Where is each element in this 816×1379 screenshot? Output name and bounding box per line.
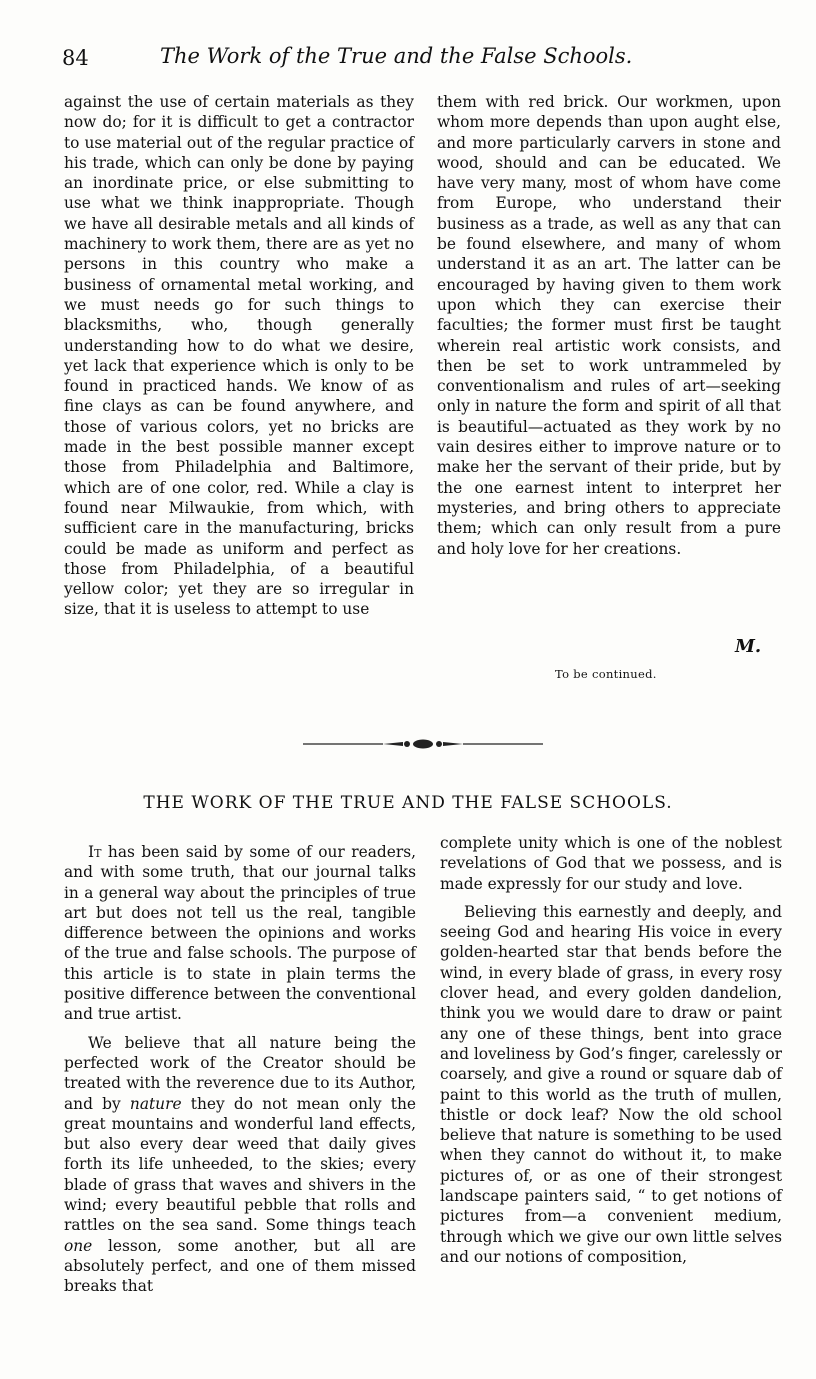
previous-article-column-1 [64, 92, 414, 620]
author-signature: M. [735, 636, 762, 657]
article-paragraph: We believe that all nature being the perfected work of the Creator should be treated with the reverence due to its Author, and by nature they do not mean only the great mountains and wonderful land effects, but also every dear weed that daily gives forth its life unheeded, to the skies; every blade of grass that waves and shivers in the wind; every beautiful pebble that rolls and rattles on the sea sand. Some things teach one lesson, some another, but all are absolutely perfect, and one of them missed breaks that [64, 1033, 416, 1296]
article-paragraph: It has been said by some of our readers, and with some truth, that our journal talks in a general way about the principles of true art but does not tell us the real, tangible difference between the opinions and works of the true and false schools. The purpose of this article is to state in plain terms the positive difference between the conventional and true artist. [64, 843, 416, 1024]
article-paragraph: Believing this earnestly and deeply, and seeing God and hearing His voice in every golden-hearted star that bends before the wind, in every blade of grass, in every rosy clover head, and every golden dandelion, think you we would dare to draw or paint any one of these things, bent into grace and loveliness by God’s finger, carelessly or coarsely, and give a round or square dab of paint to this world as the truth of mullen, thistle or dock leaf? Now the old school believe that nature is something to be used when they cannot do without it, to make pictures of, or as one of their strongest landscape painters said, “ to get notions of pictures from—a convenient medium, through which we give our own little selves and our notions of composition, [440, 902, 782, 1266]
emphasis-word: one [64, 1236, 93, 1255]
previous-article-column-2 [437, 92, 781, 559]
running-header [62, 38, 762, 78]
article-title: THE WORK OF THE TRUE AND THE FALSE SCHOOLS. [143, 793, 673, 813]
page-number: 84 [62, 46, 89, 70]
continued-note: To be continued. [555, 667, 657, 681]
article-column-2 [440, 833, 782, 1267]
article-column-1 [64, 842, 416, 1297]
drop-word: It [88, 843, 102, 861]
previous-article-text-2: them with red brick. Our workmen, upon whom more depends than upon aught else, and more particularly carvers in stone and wood, should and can be educated. We have very many, most of whom have come from Europe, who understand their business as a trade, as well as any that can be found elsewhere, and many of whom understand it as an art. The latter can be encouraged by having given to them work upon which they can exercise their faculties; the former must first be taught wherein real artistic work consists, and then be set to work untrammeled by conventionalism and rules of art—seeking only in nature the form and spirit of all that is beautiful—actuated as they work by no vain desires either to improve nature or to make her the servant of their pride, but by the one earnest intent to interpret her mysteries, and bring others to appreciate them; which can only result from a pure and holy love for her creations. [437, 93, 781, 558]
running-title: The Work of the True and the False Schools. [160, 44, 633, 68]
emphasis-word: nature [129, 1094, 182, 1113]
previous-article-text-1: against the use of certain materials as they now do; for it is difficult to get a contractor to use material out of the regular practice of his trade, which can only be done by paying an inordinate price, or else submitting to use what we think inappropriate. Though we have all desirable metals and all kinds of machinery to work them, there are as yet no persons in this country who make a business of ornamental metal working, and we must needs go for such things to blacksmiths, who, though generally understanding how to do what we desire, yet lack that experience which is only to be found in practiced hands. We know of as fine clays as can be found anywhere, and those of various colors, yet no bricks are made in the best possible manner except those from Philadelphia and Baltimore, which are of one color, red. While a clay is found near Milwaukie, from which, with sufficient care in the manufacturing, bricks could be made as uniform and perfect as those from Philadelphia, of a beautiful yellow color; yet they are so irregular in size, that it is useless to attempt to use [64, 93, 414, 619]
section-divider-ornament [303, 736, 543, 752]
article-paragraph: complete unity which is one of the noblest revelations of God that we possess, and is made expressly for our study and love. [440, 834, 782, 893]
